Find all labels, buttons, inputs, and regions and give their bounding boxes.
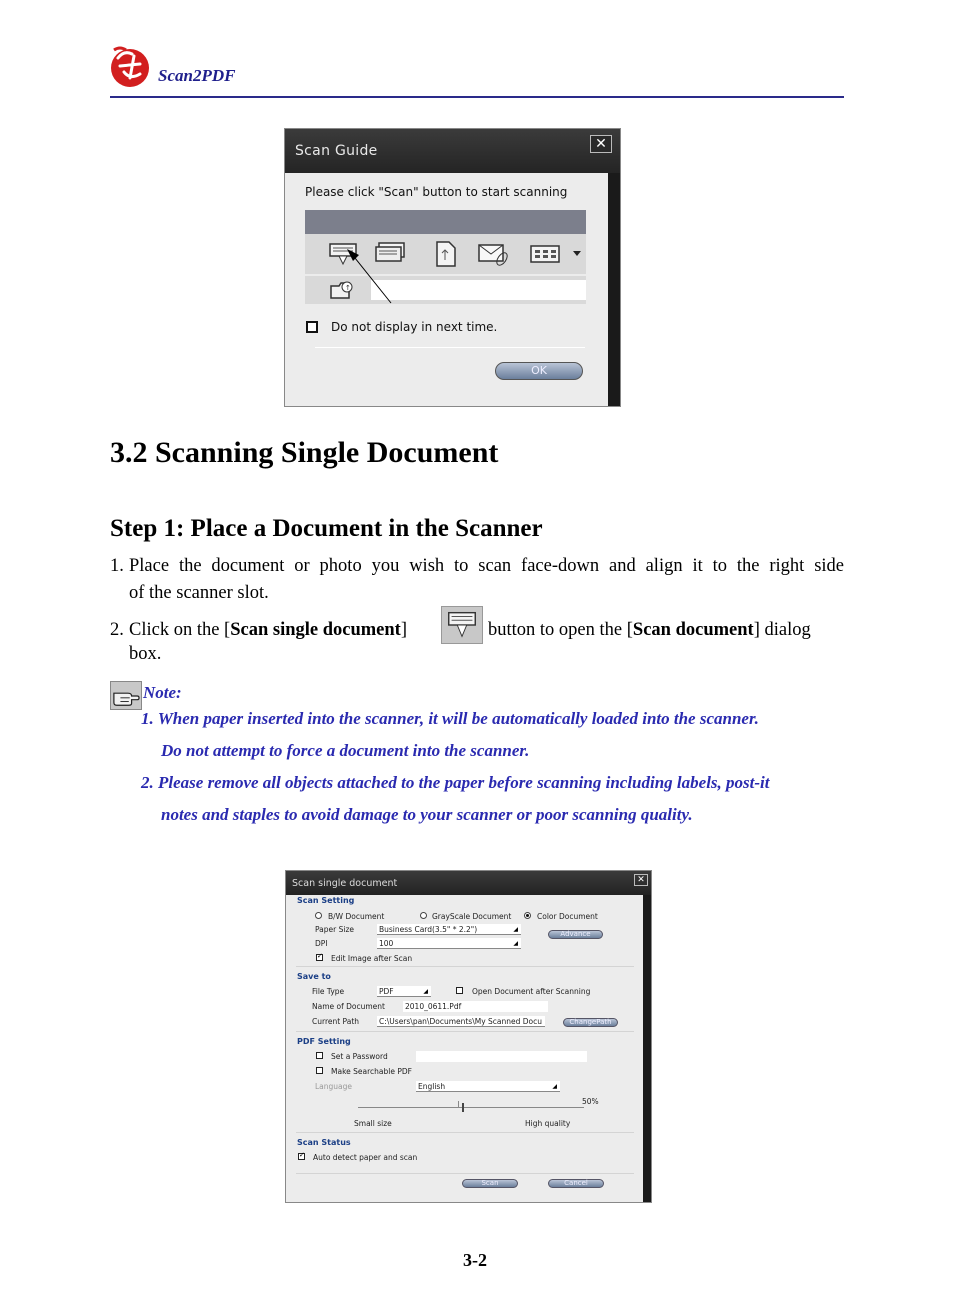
brand-logo-icon bbox=[110, 44, 150, 88]
searchable-pdf-checkbox[interactable] bbox=[316, 1067, 323, 1074]
toolbar-path-field bbox=[371, 280, 586, 300]
high-quality-label: High quality bbox=[525, 1119, 571, 1128]
section-divider bbox=[296, 1132, 634, 1133]
save-to-heading: Save to bbox=[297, 972, 331, 981]
open-document-checkbox[interactable] bbox=[456, 987, 463, 994]
pdf-setting-heading: PDF Setting bbox=[297, 1037, 351, 1046]
note-line: 1. When paper inserted into the scanner, it will be automatically loaded into the scanner. bbox=[141, 709, 759, 728]
item-text-line: of the scanner slot. bbox=[129, 583, 269, 603]
dropdown-arrow-icon: ◢ bbox=[513, 940, 518, 947]
scan-guide-title: Scan Guide bbox=[295, 143, 378, 159]
quality-slider-track[interactable] bbox=[358, 1107, 584, 1108]
current-path-field[interactable]: C:\Users\pan\Documents\My Scanned Docu bbox=[377, 1016, 545, 1027]
pointing-hand-icon bbox=[110, 681, 142, 710]
quality-slider-thumb[interactable] bbox=[462, 1103, 464, 1112]
language-value: English bbox=[418, 1082, 446, 1091]
do-not-display-label: Do not display in next time. bbox=[331, 320, 498, 334]
bold-run: Scan document bbox=[632, 620, 754, 640]
header-title: Scan2PDF bbox=[158, 66, 236, 85]
open-document-label: Open Document after Scanning bbox=[472, 987, 591, 996]
scan-status-heading: Scan Status bbox=[297, 1138, 351, 1147]
note-line: 2. Please remove all objects attached to the paper before scanning including labels, post-it bbox=[141, 773, 770, 792]
dropdown-arrow-icon[interactable] bbox=[573, 251, 581, 257]
bw-radio[interactable] bbox=[315, 912, 322, 919]
dialog-edge bbox=[643, 895, 652, 1203]
color-radio[interactable] bbox=[524, 912, 531, 919]
step-heading: Step 1: Place a Document in the Scanner bbox=[110, 515, 543, 542]
dropdown-arrow-icon: ◢ bbox=[513, 926, 518, 933]
password-input[interactable] bbox=[416, 1051, 587, 1062]
dropdown-arrow-icon: ◢ bbox=[423, 988, 428, 995]
name-of-document-label: Name of Document bbox=[312, 1002, 385, 1011]
bw-label: B/W Document bbox=[328, 912, 385, 921]
scan-setting-heading: Scan Setting bbox=[297, 896, 355, 905]
email-attach-icon[interactable] bbox=[477, 240, 509, 268]
close-icon[interactable]: ✕ bbox=[634, 874, 648, 886]
paper-size-select[interactable] bbox=[377, 924, 521, 935]
do-not-display-checkbox[interactable] bbox=[306, 321, 318, 333]
dpi-select[interactable] bbox=[377, 938, 521, 949]
item-text-line bbox=[129, 617, 407, 644]
searchable-pdf-label: Make Searchable PDF bbox=[331, 1067, 412, 1076]
step-item-1 bbox=[110, 553, 844, 607]
dpi-label: DPI bbox=[315, 939, 328, 948]
quality-percent: 50% bbox=[582, 1097, 599, 1106]
scan-guide-dialog bbox=[284, 128, 621, 407]
set-password-checkbox[interactable] bbox=[316, 1052, 323, 1059]
scan-single-document-icon bbox=[441, 606, 483, 644]
item-number: 2. bbox=[110, 620, 124, 640]
pointer-arrow-icon bbox=[345, 247, 395, 305]
text-run: button to open the [ bbox=[488, 620, 633, 640]
section-divider bbox=[296, 1031, 634, 1032]
note-line: Do not attempt to force a document into the scanner. bbox=[161, 741, 530, 760]
scan-button[interactable]: Scan bbox=[462, 1179, 518, 1188]
note-line: notes and staples to avoid damage to your scanner or poor scanning quality. bbox=[161, 805, 693, 824]
color-label: Color Document bbox=[537, 912, 598, 921]
small-size-label: Small size bbox=[354, 1119, 392, 1128]
grid-view-icon[interactable] bbox=[529, 240, 561, 268]
file-type-value: PDF bbox=[379, 987, 394, 996]
text-run: Click on the [ bbox=[129, 620, 231, 640]
language-label: Language bbox=[315, 1082, 353, 1091]
item-text-line: box. bbox=[129, 644, 162, 664]
document-page-icon[interactable] bbox=[429, 240, 461, 268]
header-divider bbox=[110, 96, 844, 98]
page-number: 3-2 bbox=[463, 1250, 487, 1270]
change-path-button[interactable]: ChangePath bbox=[563, 1018, 618, 1027]
paper-size-label: Paper Size bbox=[315, 925, 355, 934]
file-type-label: File Type bbox=[312, 987, 345, 996]
auto-detect-label: Auto detect paper and scan bbox=[313, 1153, 418, 1162]
scan-single-document-dialog bbox=[285, 870, 652, 1203]
language-select[interactable] bbox=[416, 1081, 560, 1092]
paper-size-value: Business Card(3.5" * 2.2") bbox=[379, 925, 478, 934]
dialog-edge bbox=[608, 173, 621, 407]
name-of-document-input[interactable]: 2010_0611.Pdf bbox=[403, 1001, 548, 1012]
dpi-value: 100 bbox=[379, 939, 394, 948]
grayscale-radio[interactable] bbox=[420, 912, 427, 919]
scan-guide-message: Please click "Scan" button to start scanning bbox=[305, 185, 568, 199]
close-icon[interactable]: ✕ bbox=[590, 135, 612, 153]
item-text-line bbox=[488, 617, 811, 644]
dialog-separator bbox=[315, 347, 585, 348]
cancel-button[interactable]: Cancel bbox=[548, 1179, 604, 1188]
ok-button[interactable]: OK bbox=[495, 362, 583, 380]
edit-image-label: Edit Image after Scan bbox=[331, 954, 413, 963]
text-run: ] bbox=[400, 620, 408, 640]
grayscale-label: GrayScale Document bbox=[432, 912, 512, 921]
quality-slider-tick bbox=[458, 1101, 459, 1107]
item-text-line: Place the document or photo you wish to scan face-down and align it to the right side bbox=[129, 556, 844, 576]
file-type-select[interactable] bbox=[377, 986, 431, 997]
section-divider bbox=[296, 1173, 634, 1174]
dialog-title: Scan single document bbox=[292, 878, 398, 889]
bold-run: Scan single document bbox=[230, 620, 401, 640]
toolbar-header-strip bbox=[305, 210, 586, 234]
item-number: 1. bbox=[110, 556, 124, 576]
note-title: Note: bbox=[143, 683, 182, 702]
auto-detect-checkbox[interactable] bbox=[298, 1153, 305, 1160]
current-path-label: Current Path bbox=[312, 1017, 360, 1026]
section-heading: 3.2 Scanning Single Document bbox=[110, 436, 499, 469]
advance-button[interactable]: Advance bbox=[548, 930, 603, 939]
dropdown-arrow-icon: ◢ bbox=[552, 1083, 557, 1090]
text-run: ] dialog bbox=[753, 620, 811, 640]
set-password-label: Set a Password bbox=[331, 1052, 388, 1061]
edit-image-checkbox[interactable] bbox=[316, 954, 323, 961]
section-divider bbox=[296, 966, 634, 967]
svg-text:↑: ↑ bbox=[345, 284, 351, 292]
